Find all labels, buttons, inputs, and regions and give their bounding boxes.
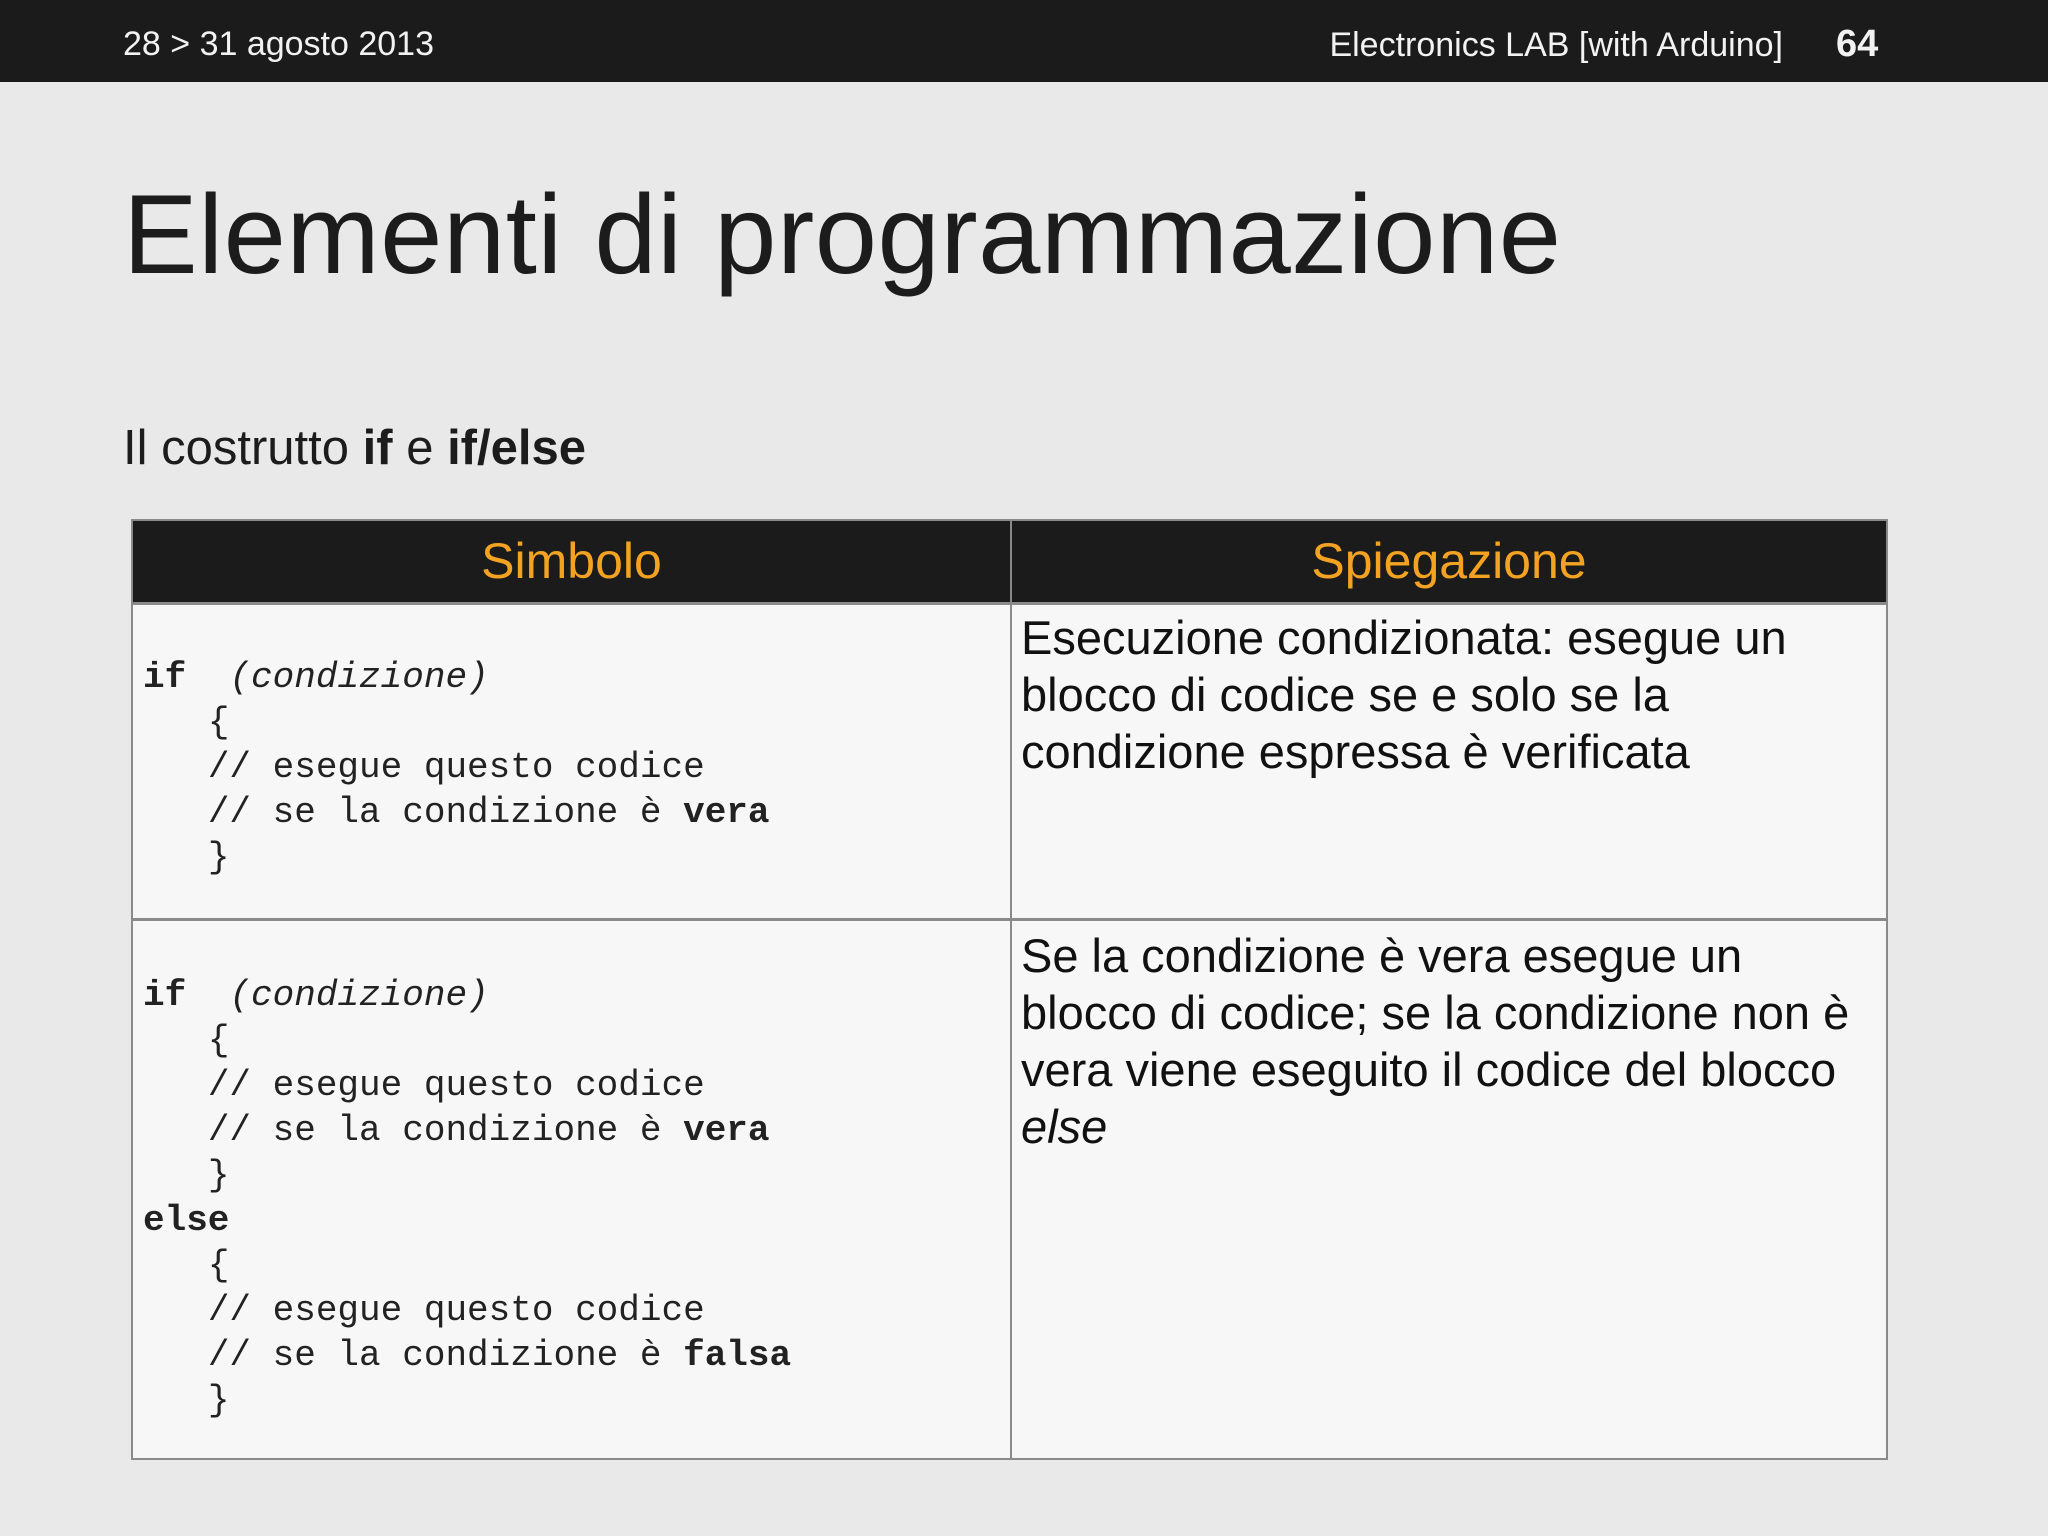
code-comment: // esegue questo codice [207,747,705,788]
code-brace-open: { [207,1020,230,1061]
syntax-table [131,519,1888,1460]
column-divider [1010,521,1012,1458]
header-date: 28 > 31 agosto 2013 [123,25,434,63]
code-line [143,1153,791,1198]
code-line [143,655,770,700]
code-line [143,835,770,880]
slide-subtitle [123,420,586,476]
code-line [143,1108,791,1153]
code-comment: // esegue questo codice [207,1290,705,1331]
explanation-if: Esecuzione condizionata: esegue un blocco di codice se e solo se la condizione espressa è verificata [1021,611,1787,778]
code-keyword-else: else [143,1200,230,1241]
code-line [143,1378,791,1423]
code-line [143,745,770,790]
code-condition: (condizione) [229,975,489,1016]
code-line [143,790,770,835]
code-bold-word: falsa [683,1335,792,1376]
code-bold-word: vera [683,1110,770,1151]
code-line [143,1288,791,1333]
code-comment: // se la condizione è [207,1110,684,1151]
subtitle-ifelse: if/else [447,421,586,475]
code-line [143,1018,791,1063]
header-course-title: Electronics LAB [with Arduino] [1329,26,1783,64]
code-keyword-if: if [143,657,187,698]
explanation-ifelse-text: Se la condizione è vera esegue un blocco di codice; se la condizione non è vera viene eseguito il codice del blocco [1021,929,1850,1096]
code-brace-close: } [207,1380,230,1421]
code-line [143,1063,791,1108]
code-bold-word: vera [683,792,770,833]
header-cell-symbol: Simbolo [133,521,1010,602]
slide-title: Elementi di programmazione [123,172,1562,297]
code-comment: // se la condizione è [207,792,684,833]
code-line [143,973,791,1018]
code-brace-open: { [207,702,230,743]
code-block-if [143,655,770,880]
code-block-ifelse [143,973,791,1423]
row-divider-header [133,602,1886,605]
subtitle-mid: e [392,421,448,475]
page-number: 64 [1836,23,1879,65]
code-line [143,700,770,745]
top-bar [0,0,2048,82]
explanation-ifelse [1021,927,1881,1155]
code-line [143,1333,791,1378]
code-comment: // esegue questo codice [207,1065,705,1106]
code-comment: // se la condizione è [207,1335,684,1376]
code-line [143,1243,791,1288]
code-brace-close: } [207,1155,230,1196]
code-keyword-if: if [143,975,187,1016]
subtitle-prefix: Il costrutto [123,421,363,475]
header-cell-explanation: Spiegazione [1012,521,1886,602]
code-brace-close: } [207,837,230,878]
subtitle-if: if [362,421,393,475]
row-divider [133,918,1886,921]
code-line [143,1198,791,1243]
code-condition: (condizione) [229,657,489,698]
code-brace-open: { [207,1245,230,1286]
explanation-ifelse-italic: else [1021,1100,1108,1153]
